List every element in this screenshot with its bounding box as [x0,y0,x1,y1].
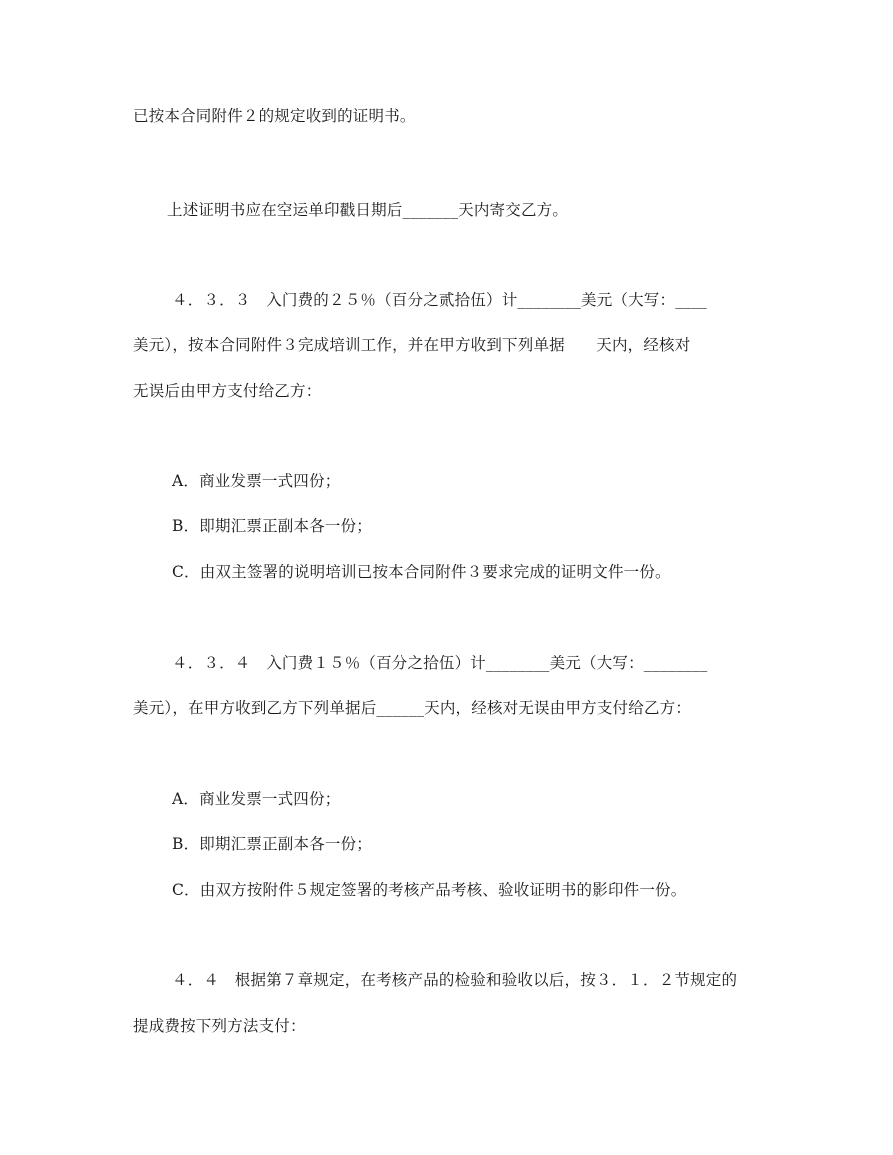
clause-4-3-4-heading: ４．３．４ 入门费１５％（百分之拾伍）计________美元（大写：________ [172,654,708,672]
paragraph-line: 无误后由甲方支付给乙方： [133,382,322,400]
list-item: C．由双主签署的说明培训已按本合同附件３要求完成的证明文件一份。 [172,563,671,581]
clause-4-3-3-heading: ４．３．３ 入门费的２５％（百分之贰拾伍）计________美元（大写：____ [172,291,708,309]
paragraph-line: 美元），在甲方收到乙方下列单据后______天内，经核对无误由甲方支付给乙方： [133,699,692,717]
paragraph-line: 上述证明书应在空运单印戳日期后_______天内寄交乙方。 [167,201,569,219]
paragraph-line: 已按本合同附件２的规定收到的证明书。 [133,107,416,125]
list-item: B．即期汇票正副本各一份； [172,835,372,853]
list-item: A．商业发票一式四份； [172,472,341,490]
list-item: C．由双方按附件５规定签署的考核产品考核、验收证明书的影印件一份。 [172,881,687,899]
paragraph-line: 提成费按下列方法支付： [133,1017,306,1035]
paragraph-line: 美元），按本合同附件３完成培训工作，并在甲方收到下列单据 天内，经核对 [133,336,691,354]
list-item: A．商业发票一式四份； [172,790,341,808]
list-item: B．即期汇票正副本各一份； [172,517,372,535]
clause-4-4-heading: ４．４ 根据第７章规定，在考核产品的检验和验收以后，按３．１．２节规定的 [172,971,738,989]
